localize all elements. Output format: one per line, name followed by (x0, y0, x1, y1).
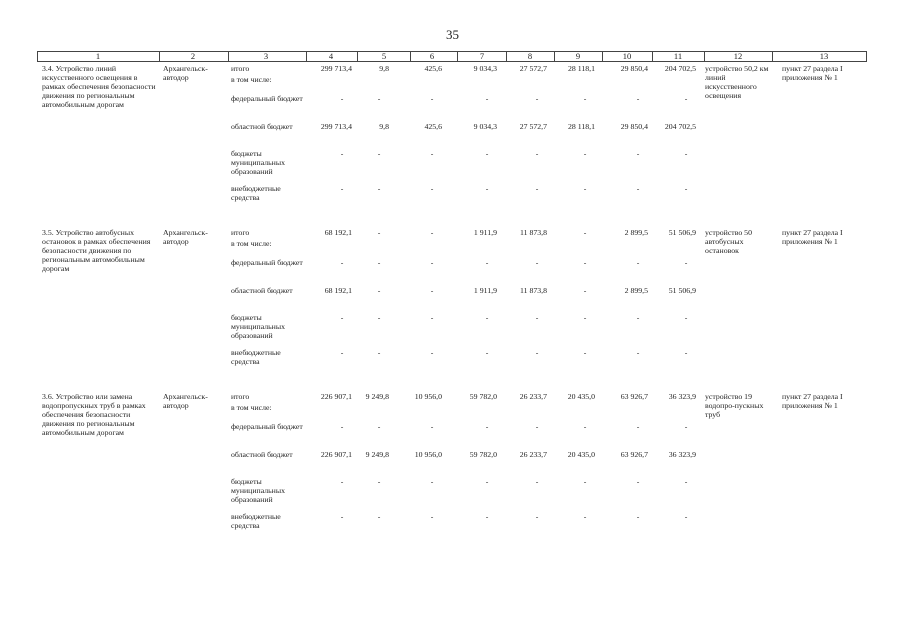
table-cell-empty: - (583, 286, 587, 295)
table-cell-empty: - (684, 512, 688, 521)
header-cell-2: 2 (190, 51, 196, 61)
table-cell-empty: - (377, 258, 381, 267)
header-divider (306, 52, 307, 61)
table-cell-empty: - (684, 477, 688, 486)
table-cell-empty: - (684, 348, 688, 357)
table-cell-empty: - (636, 184, 640, 193)
expected-result: устройство 50,2 км линий искусственного освещения (705, 64, 769, 100)
header-divider (704, 52, 705, 61)
funding-source-label: в том числе: (231, 239, 272, 248)
funding-source-label: федеральный бюджет (231, 422, 303, 431)
header-cell-10: 10 (622, 51, 632, 61)
legal-basis: пункт 27 раздела I приложения № 1 (782, 228, 843, 246)
table-cell-empty: - (583, 149, 587, 158)
header-cell-8: 8 (527, 51, 533, 61)
table-cell-value: 204 702,5 (664, 122, 696, 131)
table-cell-empty: - (636, 477, 640, 486)
table-cell-value: 204 702,5 (664, 64, 696, 73)
table-cell-value: 63 926,7 (620, 450, 648, 459)
funding-source-label: бюджеты муниципальных образований (231, 477, 285, 504)
table-cell-value: 28 118,1 (568, 122, 595, 131)
header-cell-1: 1 (95, 51, 101, 61)
table-cell-value: 26 233,7 (519, 450, 547, 459)
table-cell-empty: - (583, 348, 587, 357)
table-cell-empty: - (485, 477, 489, 486)
table-cell-empty: - (430, 313, 434, 322)
header-cell-11: 11 (673, 51, 683, 61)
funding-source-label: федеральный бюджет (231, 258, 303, 267)
table-cell-empty: - (583, 512, 587, 521)
table-cell-empty: - (684, 184, 688, 193)
measure-section (0, 392, 905, 542)
table-cell-empty: - (636, 422, 640, 431)
table-cell-empty: - (377, 228, 381, 237)
funding-source-label: в том числе: (231, 403, 272, 412)
table-cell-empty: - (377, 348, 381, 357)
table-cell-empty: - (583, 258, 587, 267)
table-cell-empty: - (430, 348, 434, 357)
funding-source-label: федеральный бюджет (231, 94, 303, 103)
header-cell-3: 3 (263, 51, 269, 61)
table-cell-value: 29 850,4 (620, 122, 648, 131)
table-cell-value: 425,6 (424, 64, 442, 73)
table-cell-empty: - (340, 258, 344, 267)
table-cell-empty: - (430, 228, 434, 237)
funding-source-label: областной бюджет (231, 122, 293, 131)
funding-source-label: областной бюджет (231, 286, 293, 295)
table-cell-empty: - (377, 149, 381, 158)
table-cell-empty: - (684, 258, 688, 267)
header-divider (554, 52, 555, 61)
table-cell-empty: - (684, 94, 688, 103)
header-divider (772, 52, 773, 61)
table-cell-empty: - (340, 94, 344, 103)
table-cell-value: 1 911,9 (473, 286, 497, 295)
table-cell-empty: - (430, 258, 434, 267)
table-cell-empty: - (485, 184, 489, 193)
header-divider (410, 52, 411, 61)
table-cell-empty: - (377, 286, 381, 295)
table-cell-empty: - (535, 422, 539, 431)
header-divider (228, 52, 229, 61)
table-cell-empty: - (535, 512, 539, 521)
table-cell-value: 9 249,8 (365, 450, 389, 459)
table-cell-empty: - (430, 512, 434, 521)
table-cell-value: 28 118,1 (568, 64, 595, 73)
measure-title: 3.6. Устройство или замена водопропускных труб в рамках обеспечения безопасности движения по региональным автомобильным дорогам (42, 392, 146, 437)
expected-result: устройство 50 автобусных остановок (705, 228, 752, 255)
legal-basis: пункт 27 раздела I приложения № 1 (782, 64, 843, 82)
table-cell-empty: - (485, 258, 489, 267)
table-cell-value: 9,8 (379, 122, 389, 131)
funding-source-label: итого (231, 228, 250, 237)
table-cell-empty: - (636, 258, 640, 267)
table-cell-empty: - (430, 477, 434, 486)
funding-source-label: внебюджетные средства (231, 184, 281, 202)
table-cell-value: 20 435,0 (567, 450, 595, 459)
table-cell-value: 20 435,0 (567, 392, 595, 401)
responsible-executor: Архангельск-автодор (163, 64, 208, 82)
table-cell-empty: - (535, 258, 539, 267)
table-cell-value: 9,8 (379, 64, 389, 73)
table-cell-empty: - (636, 149, 640, 158)
table-cell-value: 26 233,7 (519, 392, 547, 401)
table-cell-empty: - (485, 348, 489, 357)
table-cell-value: 2 899,5 (624, 228, 648, 237)
table-cell-empty: - (430, 94, 434, 103)
table-cell-value: 36 323,9 (668, 450, 696, 459)
table-cell-value: 10 956,0 (414, 450, 442, 459)
header-divider (357, 52, 358, 61)
funding-source-label: в том числе: (231, 75, 272, 84)
measure-title: 3.4. Устройство линий искусственного освещения в рамках обеспечения безопасности движения по региональным автомобильным дорогам (42, 64, 156, 109)
table-cell-value: 226 907,1 (320, 450, 352, 459)
table-cell-empty: - (535, 184, 539, 193)
table-cell-value: 425,6 (424, 122, 442, 131)
table-cell-value: 2 899,5 (624, 286, 648, 295)
funding-source-label: бюджеты муниципальных образований (231, 313, 285, 340)
table-cell-empty: - (684, 422, 688, 431)
table-cell-empty: - (535, 149, 539, 158)
measure-title: 3.5. Устройство автобусных остановок в рамках обеспечения безопасности движения по региональным автомобильным дорогам (42, 228, 151, 273)
table-cell-empty: - (430, 149, 434, 158)
table-cell-empty: - (535, 477, 539, 486)
header-divider (652, 52, 653, 61)
funding-source-label: внебюджетные средства (231, 512, 281, 530)
table-cell-empty: - (636, 313, 640, 322)
table-cell-value: 1 911,9 (473, 228, 497, 237)
table-cell-value: 68 192,1 (324, 228, 352, 237)
table-cell-empty: - (583, 477, 587, 486)
table-cell-empty: - (485, 94, 489, 103)
table-cell-empty: - (377, 512, 381, 521)
table-cell-empty: - (485, 422, 489, 431)
table-cell-empty: - (636, 512, 640, 521)
table-cell-empty: - (535, 348, 539, 357)
header-cell-6: 6 (429, 51, 435, 61)
header-cell-13: 13 (819, 51, 829, 61)
table-cell-empty: - (583, 94, 587, 103)
legal-basis: пункт 27 раздела I приложения № 1 (782, 392, 843, 410)
table-cell-empty: - (340, 184, 344, 193)
table-header-row (37, 51, 867, 62)
table-cell-empty: - (535, 313, 539, 322)
table-cell-empty: - (583, 228, 587, 237)
table-cell-empty: - (340, 477, 344, 486)
table-cell-empty: - (430, 286, 434, 295)
table-cell-empty: - (377, 94, 381, 103)
funding-source-label: областной бюджет (231, 450, 293, 459)
table-cell-empty: - (485, 313, 489, 322)
table-cell-value: 36 323,9 (668, 392, 696, 401)
table-cell-empty: - (485, 512, 489, 521)
table-cell-value: 11 873,8 (520, 228, 547, 237)
header-divider (602, 52, 603, 61)
table-cell-value: 11 873,8 (520, 286, 547, 295)
table-cell-empty: - (340, 348, 344, 357)
measure-section (0, 64, 905, 214)
responsible-executor: Архангельск-автодор (163, 228, 208, 246)
header-cell-9: 9 (575, 51, 581, 61)
table-cell-empty: - (485, 149, 489, 158)
table-cell-empty: - (583, 184, 587, 193)
expected-result: устройство 19 водопро-пускных труб (705, 392, 764, 419)
funding-source-label: итого (231, 64, 250, 73)
table-cell-value: 226 907,1 (320, 392, 352, 401)
header-cell-4: 4 (328, 51, 334, 61)
page-number: 35 (446, 27, 459, 42)
table-cell-empty: - (535, 94, 539, 103)
measure-section (0, 228, 905, 378)
header-cell-12: 12 (733, 51, 743, 61)
table-cell-empty: - (636, 348, 640, 357)
table-cell-value: 63 926,7 (620, 392, 648, 401)
funding-source-label: внебюджетные средства (231, 348, 281, 366)
table-cell-empty: - (636, 94, 640, 103)
header-divider (506, 52, 507, 61)
table-cell-empty: - (430, 184, 434, 193)
table-cell-empty: - (377, 422, 381, 431)
table-cell-value: 59 782,0 (469, 392, 497, 401)
table-cell-value: 9 034,3 (473, 122, 497, 131)
table-cell-value: 27 572,7 (519, 64, 547, 73)
table-cell-value: 10 956,0 (414, 392, 442, 401)
table-cell-value: 68 192,1 (324, 286, 352, 295)
table-cell-empty: - (377, 313, 381, 322)
table-cell-empty: - (583, 313, 587, 322)
table-cell-value: 59 782,0 (469, 450, 497, 459)
table-cell-value: 27 572,7 (519, 122, 547, 131)
header-cell-5: 5 (381, 51, 387, 61)
table-cell-empty: - (684, 313, 688, 322)
table-cell-value: 9 034,3 (473, 64, 497, 73)
table-cell-value: 299 713,4 (320, 64, 352, 73)
table-cell-value: 29 850,4 (620, 64, 648, 73)
table-cell-empty: - (340, 149, 344, 158)
funding-source-label: бюджеты муниципальных образований (231, 149, 285, 176)
table-cell-empty: - (430, 422, 434, 431)
header-divider (159, 52, 160, 61)
table-cell-value: 51 506,9 (668, 286, 696, 295)
table-cell-empty: - (340, 512, 344, 521)
table-cell-empty: - (377, 184, 381, 193)
table-cell-empty: - (340, 422, 344, 431)
table-cell-value: 51 506,9 (668, 228, 696, 237)
table-cell-empty: - (377, 477, 381, 486)
table-cell-empty: - (583, 422, 587, 431)
funding-source-label: итого (231, 392, 250, 401)
table-cell-empty: - (340, 313, 344, 322)
table-cell-value: 299 713,4 (320, 122, 352, 131)
table-cell-empty: - (684, 149, 688, 158)
responsible-executor: Архангельск-автодор (163, 392, 208, 410)
header-divider (457, 52, 458, 61)
table-cell-value: 9 249,8 (365, 392, 389, 401)
header-cell-7: 7 (479, 51, 485, 61)
